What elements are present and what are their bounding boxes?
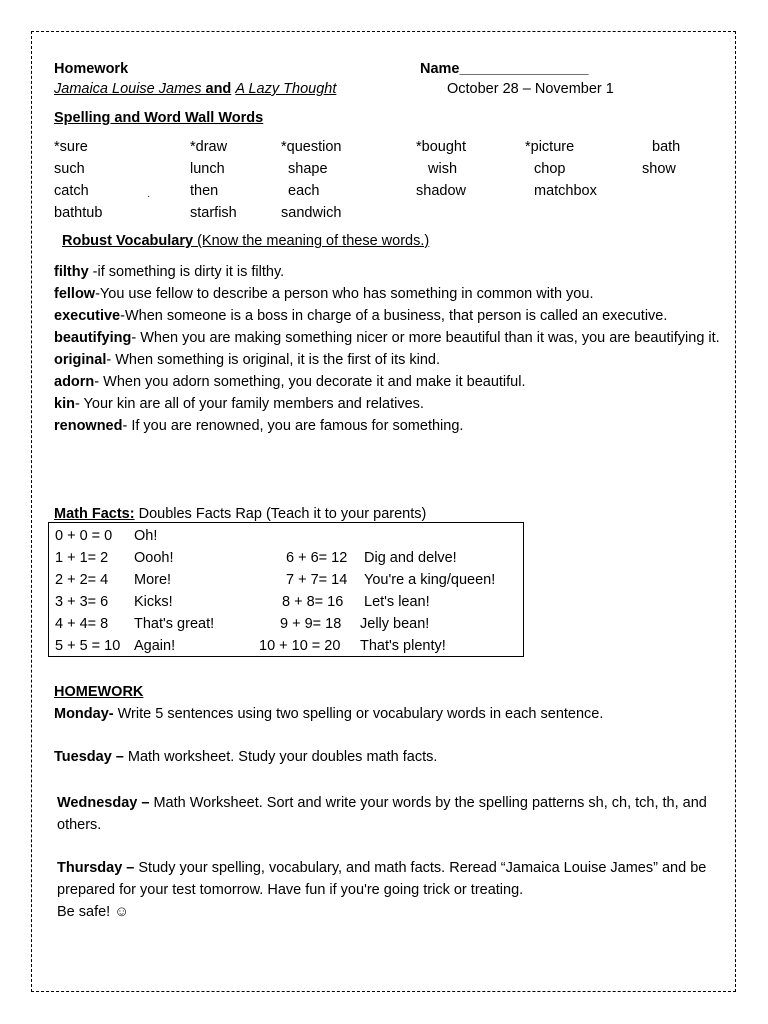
vocab-entry: [54, 283, 724, 305]
vocab-word: fellow: [54, 286, 96, 302]
homework-title: Homework: [54, 61, 129, 77]
math-fact: 9 + 9= 18: [280, 616, 342, 632]
math-rap: More!: [134, 572, 172, 588]
day-text: Math Worksheet. Sort and write your words by the spelling patterns sh, ch, tch, th, and others.: [57, 795, 707, 833]
vocabulary-list: [54, 261, 724, 437]
vocab-entry: [54, 261, 724, 283]
homework-heading: HOMEWORK: [54, 684, 144, 700]
day-text: Math worksheet. Study your doubles math facts.: [123, 749, 438, 765]
spelling-word: such: [54, 161, 85, 177]
math-rap: Kicks!: [134, 594, 173, 610]
math-rap: Oooh!: [134, 550, 174, 566]
vocab-definition: - Your kin are all of your family members and relatives.: [74, 396, 424, 412]
vocab-entry: [54, 415, 724, 437]
vocab-word: original: [54, 352, 107, 368]
math-rap: That's great!: [134, 616, 215, 632]
spelling-word: matchbox: [534, 183, 597, 199]
math-fact: 8 + 8= 16: [282, 594, 344, 610]
math-subtitle: Doubles Facts Rap (Teach it to your parents): [134, 506, 427, 522]
math-fact: 3 + 3= 6: [55, 594, 109, 610]
day-text: Write 5 sentences using two spelling or vocabulary words in each sentence.: [113, 706, 604, 722]
spelling-word: bath: [652, 139, 681, 155]
vocab-entry: [54, 349, 724, 371]
math-rap: Again!: [134, 638, 176, 654]
math-fact: 10 + 10 = 20: [259, 638, 341, 654]
day-label: Tuesday –: [54, 749, 124, 765]
math-rap: You're a king/queen!: [364, 572, 496, 588]
math-fact: 2 + 2= 4: [55, 572, 109, 588]
closing-line: Be safe! ☺: [57, 904, 130, 920]
math-heading: [54, 505, 426, 523]
vocab-entry: [54, 371, 724, 393]
spelling-word: shape: [288, 161, 328, 177]
vocab-word: filthy: [54, 264, 89, 280]
vocab-word: kin: [54, 396, 75, 412]
spelling-word: *bought: [416, 139, 466, 155]
spelling-word: shadow: [416, 183, 466, 199]
vocabulary-heading-note: (Know the meaning of these words.): [193, 233, 430, 249]
vocab-word: renowned: [54, 418, 123, 434]
vocab-definition: -You use fellow to describe a person who has something in common with you.: [95, 286, 594, 302]
vocab-definition: - When you are making something nicer or more beautiful than it was, you are beautifying it.: [131, 330, 720, 346]
spelling-word: wish: [428, 161, 458, 177]
math-rap: Jelly bean!: [360, 616, 430, 632]
homework-thursday: [57, 857, 721, 923]
vocab-word: adorn: [54, 374, 95, 390]
spelling-word: *picture: [525, 139, 575, 155]
math-fact: 7 + 7= 14: [286, 572, 348, 588]
vocab-entry: [54, 327, 724, 349]
book-and: and: [205, 81, 232, 97]
vocab-entry: [54, 393, 724, 415]
spelling-word: sandwich: [281, 205, 342, 221]
math-fact: 1 + 1= 2: [55, 550, 109, 566]
spelling-word: show: [642, 161, 676, 177]
spelling-word: *question: [281, 139, 342, 155]
spelling-word: lunch: [190, 161, 225, 177]
math-fact: 0 + 0 = 0: [55, 528, 113, 544]
spelling-word: bathtub: [54, 205, 103, 221]
vocab-definition: - When something is original, it is the first of its kind.: [106, 352, 441, 368]
vocab-entry: [54, 305, 724, 327]
name-field: Name________________: [420, 61, 589, 77]
spelling-word: each: [288, 183, 320, 199]
math-rap: Dig and delve!: [364, 550, 457, 566]
homework-monday: [54, 703, 724, 725]
spelling-word: then: [190, 183, 219, 199]
math-heading-label: Math Facts:: [54, 506, 135, 522]
day-label: Thursday –: [57, 860, 135, 876]
vocab-definition: - If you are renowned, you are famous for something.: [122, 418, 464, 434]
book-titles: [54, 80, 336, 98]
math-fact: 5 + 5 = 10: [55, 638, 121, 654]
vocabulary-heading-label: Robust Vocabulary: [62, 233, 194, 249]
vocab-word: beautifying: [54, 330, 132, 346]
spelling-heading: Spelling and Word Wall Words: [54, 110, 264, 126]
day-text: Study your spelling, vocabulary, and math facts. Reread “Jamaica Louise James” and be prepared for your test tomorrow. Have fun if you're going trick or treating.: [57, 860, 707, 898]
date-range: October 28 – November 1: [447, 81, 614, 97]
book-title-1: Jamaica Louise James: [54, 81, 206, 97]
spelling-word: *draw: [190, 139, 228, 155]
math-fact: 6 + 6= 12: [286, 550, 348, 566]
spelling-word: *sure: [54, 139, 88, 155]
math-rap: Oh!: [134, 528, 158, 544]
homework-tuesday: [54, 746, 724, 768]
spelling-word: starfish: [190, 205, 237, 221]
book-title-2: A Lazy Thought: [235, 81, 337, 97]
math-facts-box: [48, 522, 524, 657]
vocab-definition: -When someone is a boss in charge of a business, that person is called an executive.: [120, 308, 668, 324]
spelling-word: chop: [534, 161, 566, 177]
spelling-word: catch: [54, 183, 89, 199]
vocab-definition: -if something is dirty it is filthy.: [88, 264, 285, 280]
vocab-word: executive: [54, 308, 121, 324]
day-label: Wednesday –: [57, 795, 150, 811]
vocab-definition: - When you adorn something, you decorate it and make it beautiful.: [94, 374, 526, 390]
homework-wednesday: [57, 792, 717, 836]
vocabulary-heading: [62, 232, 429, 250]
day-label: Monday-: [54, 706, 114, 722]
math-fact: 4 + 4= 8: [55, 616, 109, 632]
math-rap: Let's lean!: [364, 594, 430, 610]
math-rap: That's plenty!: [360, 638, 446, 654]
stray-mark: ·: [147, 191, 151, 202]
